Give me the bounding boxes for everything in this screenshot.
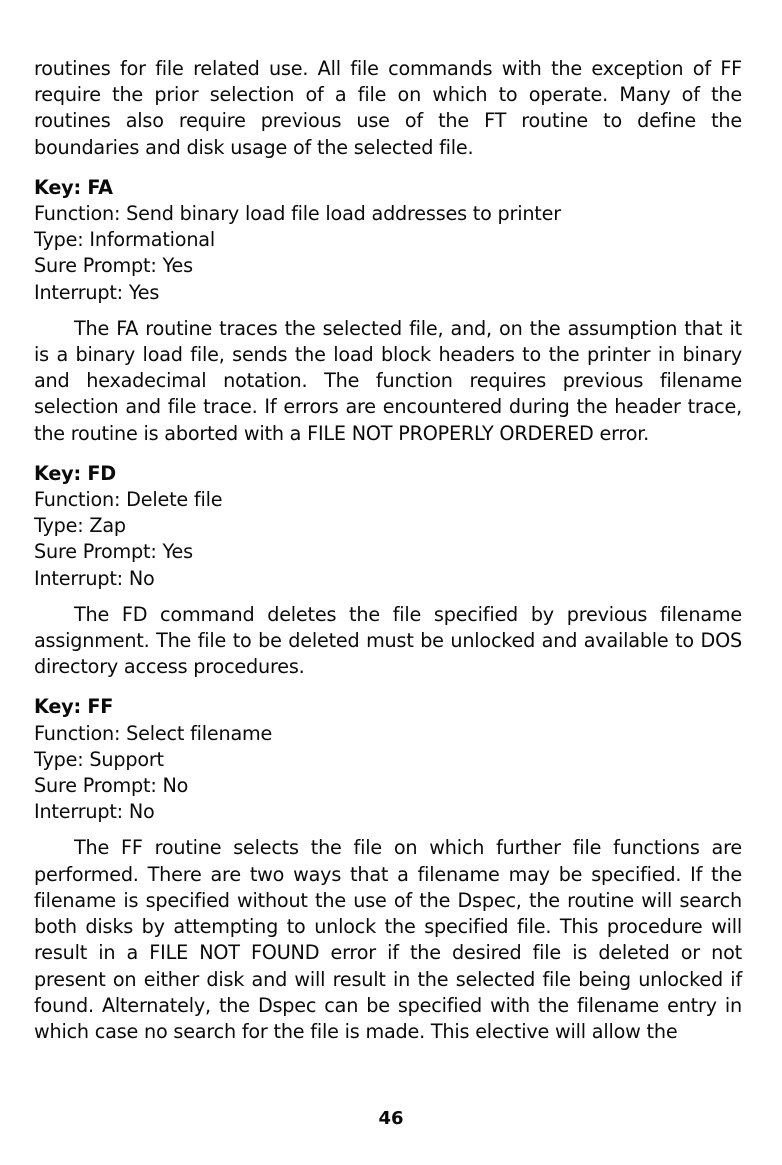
- section-function: Function: Select filename: [34, 721, 273, 745]
- spacer: [34, 306, 742, 316]
- section-description: The FD command deletes the file specified by previous filename assignment. The file to be deleted must be unlocked and available to DOS directory access procedures.: [34, 602, 742, 679]
- section-sure-prompt: Sure Prompt: Yes: [34, 540, 193, 564]
- spacer: [34, 825, 742, 835]
- section-ff: [34, 694, 742, 1045]
- section-description: The FA routine traces the selected file, and, on the assumption that it is a binary load file, sends the load block headers to the printer in binary and hexadecimal notation. The function requires previous filename selection and file trace. If errors are encountered during the header trace, the routine is aborted with a FILE NOT PROPERLY ORDERED error.: [34, 316, 742, 445]
- page-number: 46: [378, 1108, 404, 1129]
- section-interrupt: Interrupt: No: [34, 800, 155, 824]
- section-sure-prompt: Sure Prompt: No: [34, 774, 189, 798]
- section-fa: [34, 175, 742, 447]
- section-type: Type: Zap: [34, 514, 126, 538]
- section-type: Type: Informational: [34, 228, 215, 252]
- section-description: The FF routine selects the file on which further file functions are performed. There are two ways that a filename may be specified. If the filename is specified without the use of the Dspec, the routine will search both disks by attempting to unlock the specified file. This procedure will result in a FILE NOT FOUND error if the desired file is deleted or not present on either disk and will result in the selected file being unlocked if found. Alternately, the Dspec can be specified with the filename entry in which case no search for the file is made. This elective will allow the: [34, 836, 742, 1043]
- section-key: Key: FF: [34, 695, 114, 719]
- section-interrupt: Interrupt: No: [34, 566, 155, 590]
- section-key: Key: FD: [34, 461, 117, 485]
- section-interrupt: Interrupt: Yes: [34, 280, 160, 304]
- spacer: [34, 592, 742, 602]
- document-page: [34, 56, 742, 1045]
- section-sure-prompt: Sure Prompt: Yes: [34, 254, 193, 278]
- section-fd: [34, 461, 742, 681]
- section-function: Function: Send binary load file load addresses to printer: [34, 202, 561, 226]
- section-function: Function: Delete file: [34, 488, 223, 512]
- section-type: Type: Support: [34, 747, 164, 771]
- intro-paragraph: routines for file related use. All file commands with the exception of FF require the prior selection of a file on which to operate. Many of the routines also require previous use of the FT routine to define the boundaries and disk usage of the selected file.: [34, 57, 742, 159]
- section-key: Key: FA: [34, 175, 113, 199]
